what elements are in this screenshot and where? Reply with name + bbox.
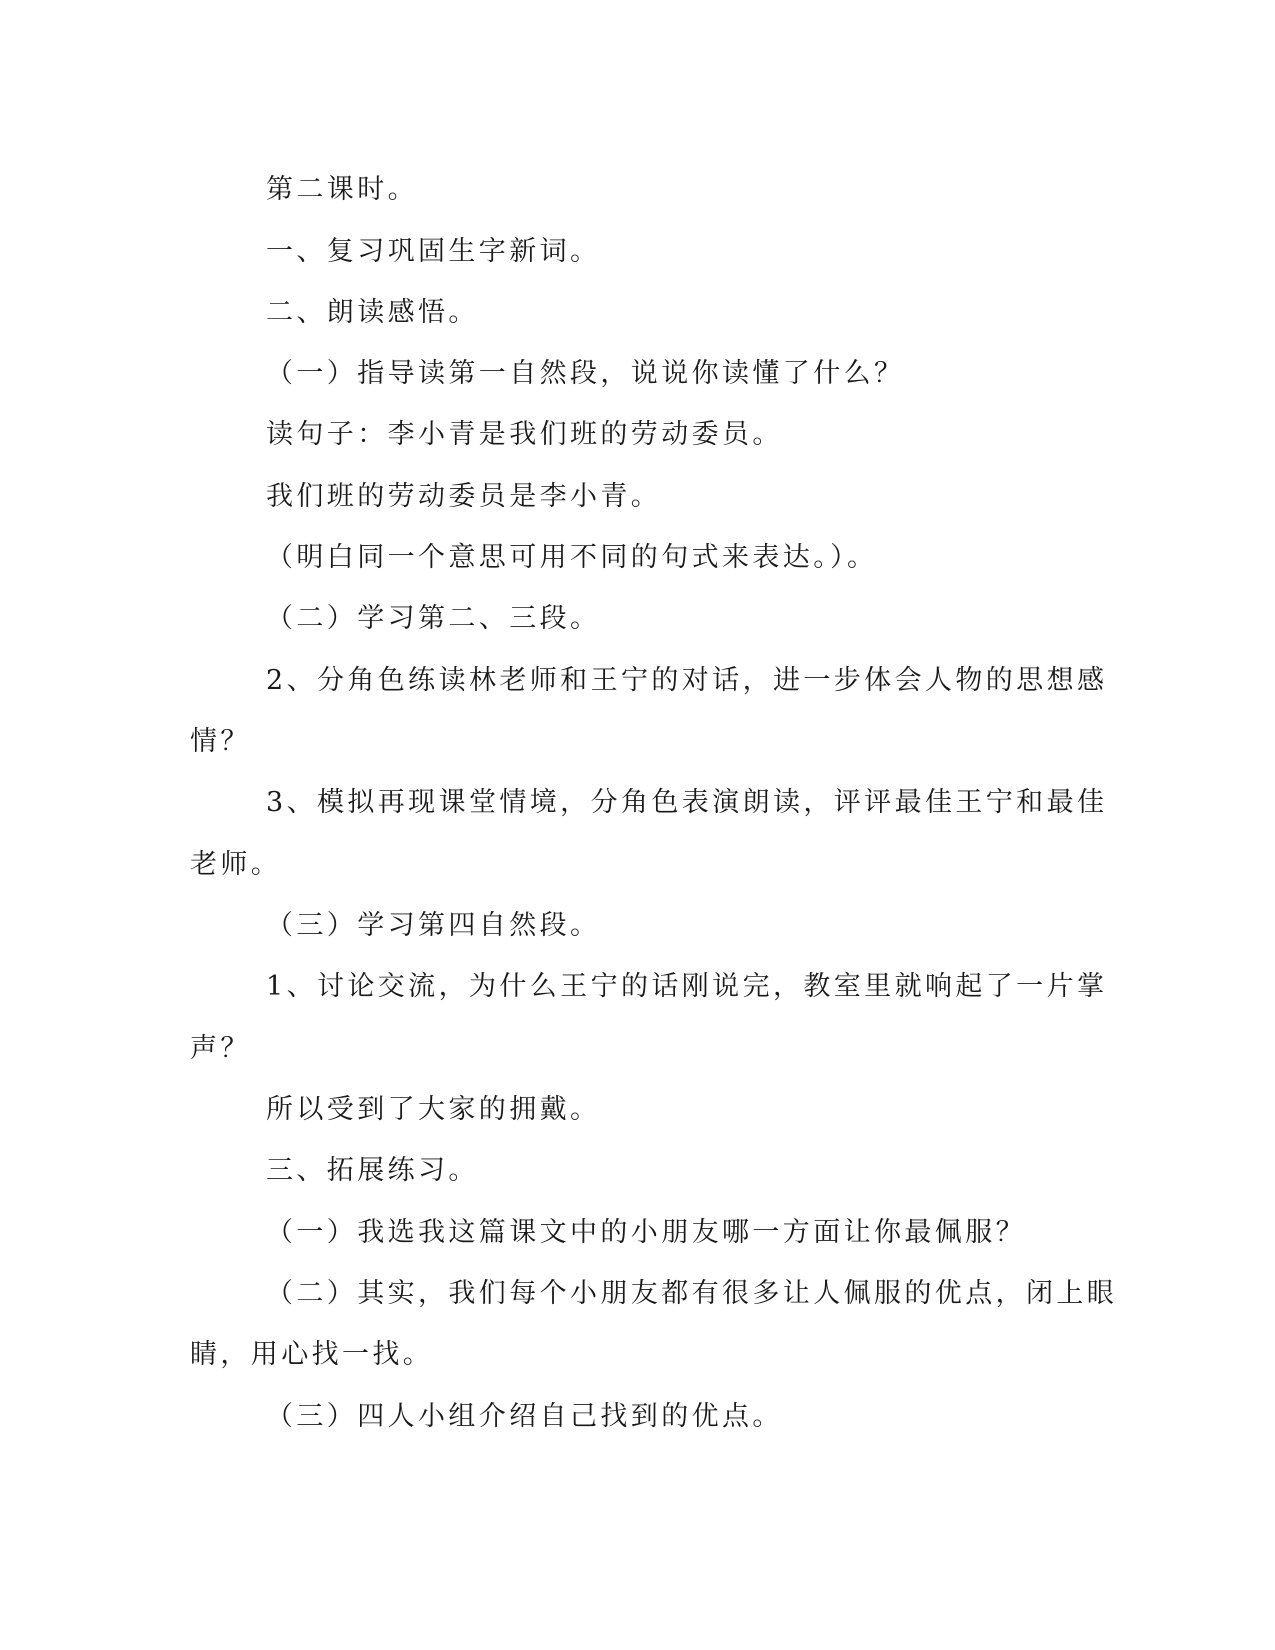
paragraph-line: 情？ (190, 726, 251, 757)
section-heading: 一、复习巩固生字新词。 (266, 236, 601, 267)
paragraph-line: 1、讨论交流，为什么王宁的话刚说完，教室里就响起了一片掌 (266, 971, 1108, 1002)
section-heading: 三、拓展练习。 (266, 1155, 479, 1186)
paragraph-line: 读句子：李小青是我们班的劳动委员。 (266, 419, 783, 450)
paragraph-line: （一）指导读第一自然段，说说你读懂了什么？ (266, 358, 905, 389)
paragraph-line: 2、分角色练读林老师和王宁的对话，进一步体会人物的思想感 (266, 665, 1108, 696)
paragraph-line: 我们班的劳动委员是李小青。 (266, 481, 662, 512)
paragraph-line: 所以受到了大家的拥戴。 (266, 1094, 601, 1125)
paragraph-line: （明白同一个意思可用不同的句式来表达。）。 (266, 542, 878, 573)
paragraph-line: （二）其实，我们每个小朋友都有很多让人佩服的优点，闭上眼 (266, 1278, 1118, 1309)
paragraph-line: 声？ (190, 1033, 251, 1064)
paragraph-line: 3、模拟再现课堂情境，分角色表演朗读，评评最佳王宁和最佳 (266, 787, 1108, 818)
paragraph-line: 老师。 (190, 849, 282, 880)
lesson-heading: 第二课时。 (266, 174, 418, 205)
paragraph-line: （二）学习第二、三段。 (266, 603, 601, 634)
section-heading: 二、朗读感悟。 (266, 297, 479, 328)
paragraph-line: （三）四人小组介绍自己找到的优点。 (266, 1401, 783, 1432)
paragraph-line: 睛，用心找一找。 (190, 1339, 434, 1370)
paragraph-line: （一）我选我这篇课文中的小朋友哪一方面让你最佩服？ (266, 1217, 1026, 1248)
paragraph-line: （三）学习第四自然段。 (266, 910, 601, 941)
